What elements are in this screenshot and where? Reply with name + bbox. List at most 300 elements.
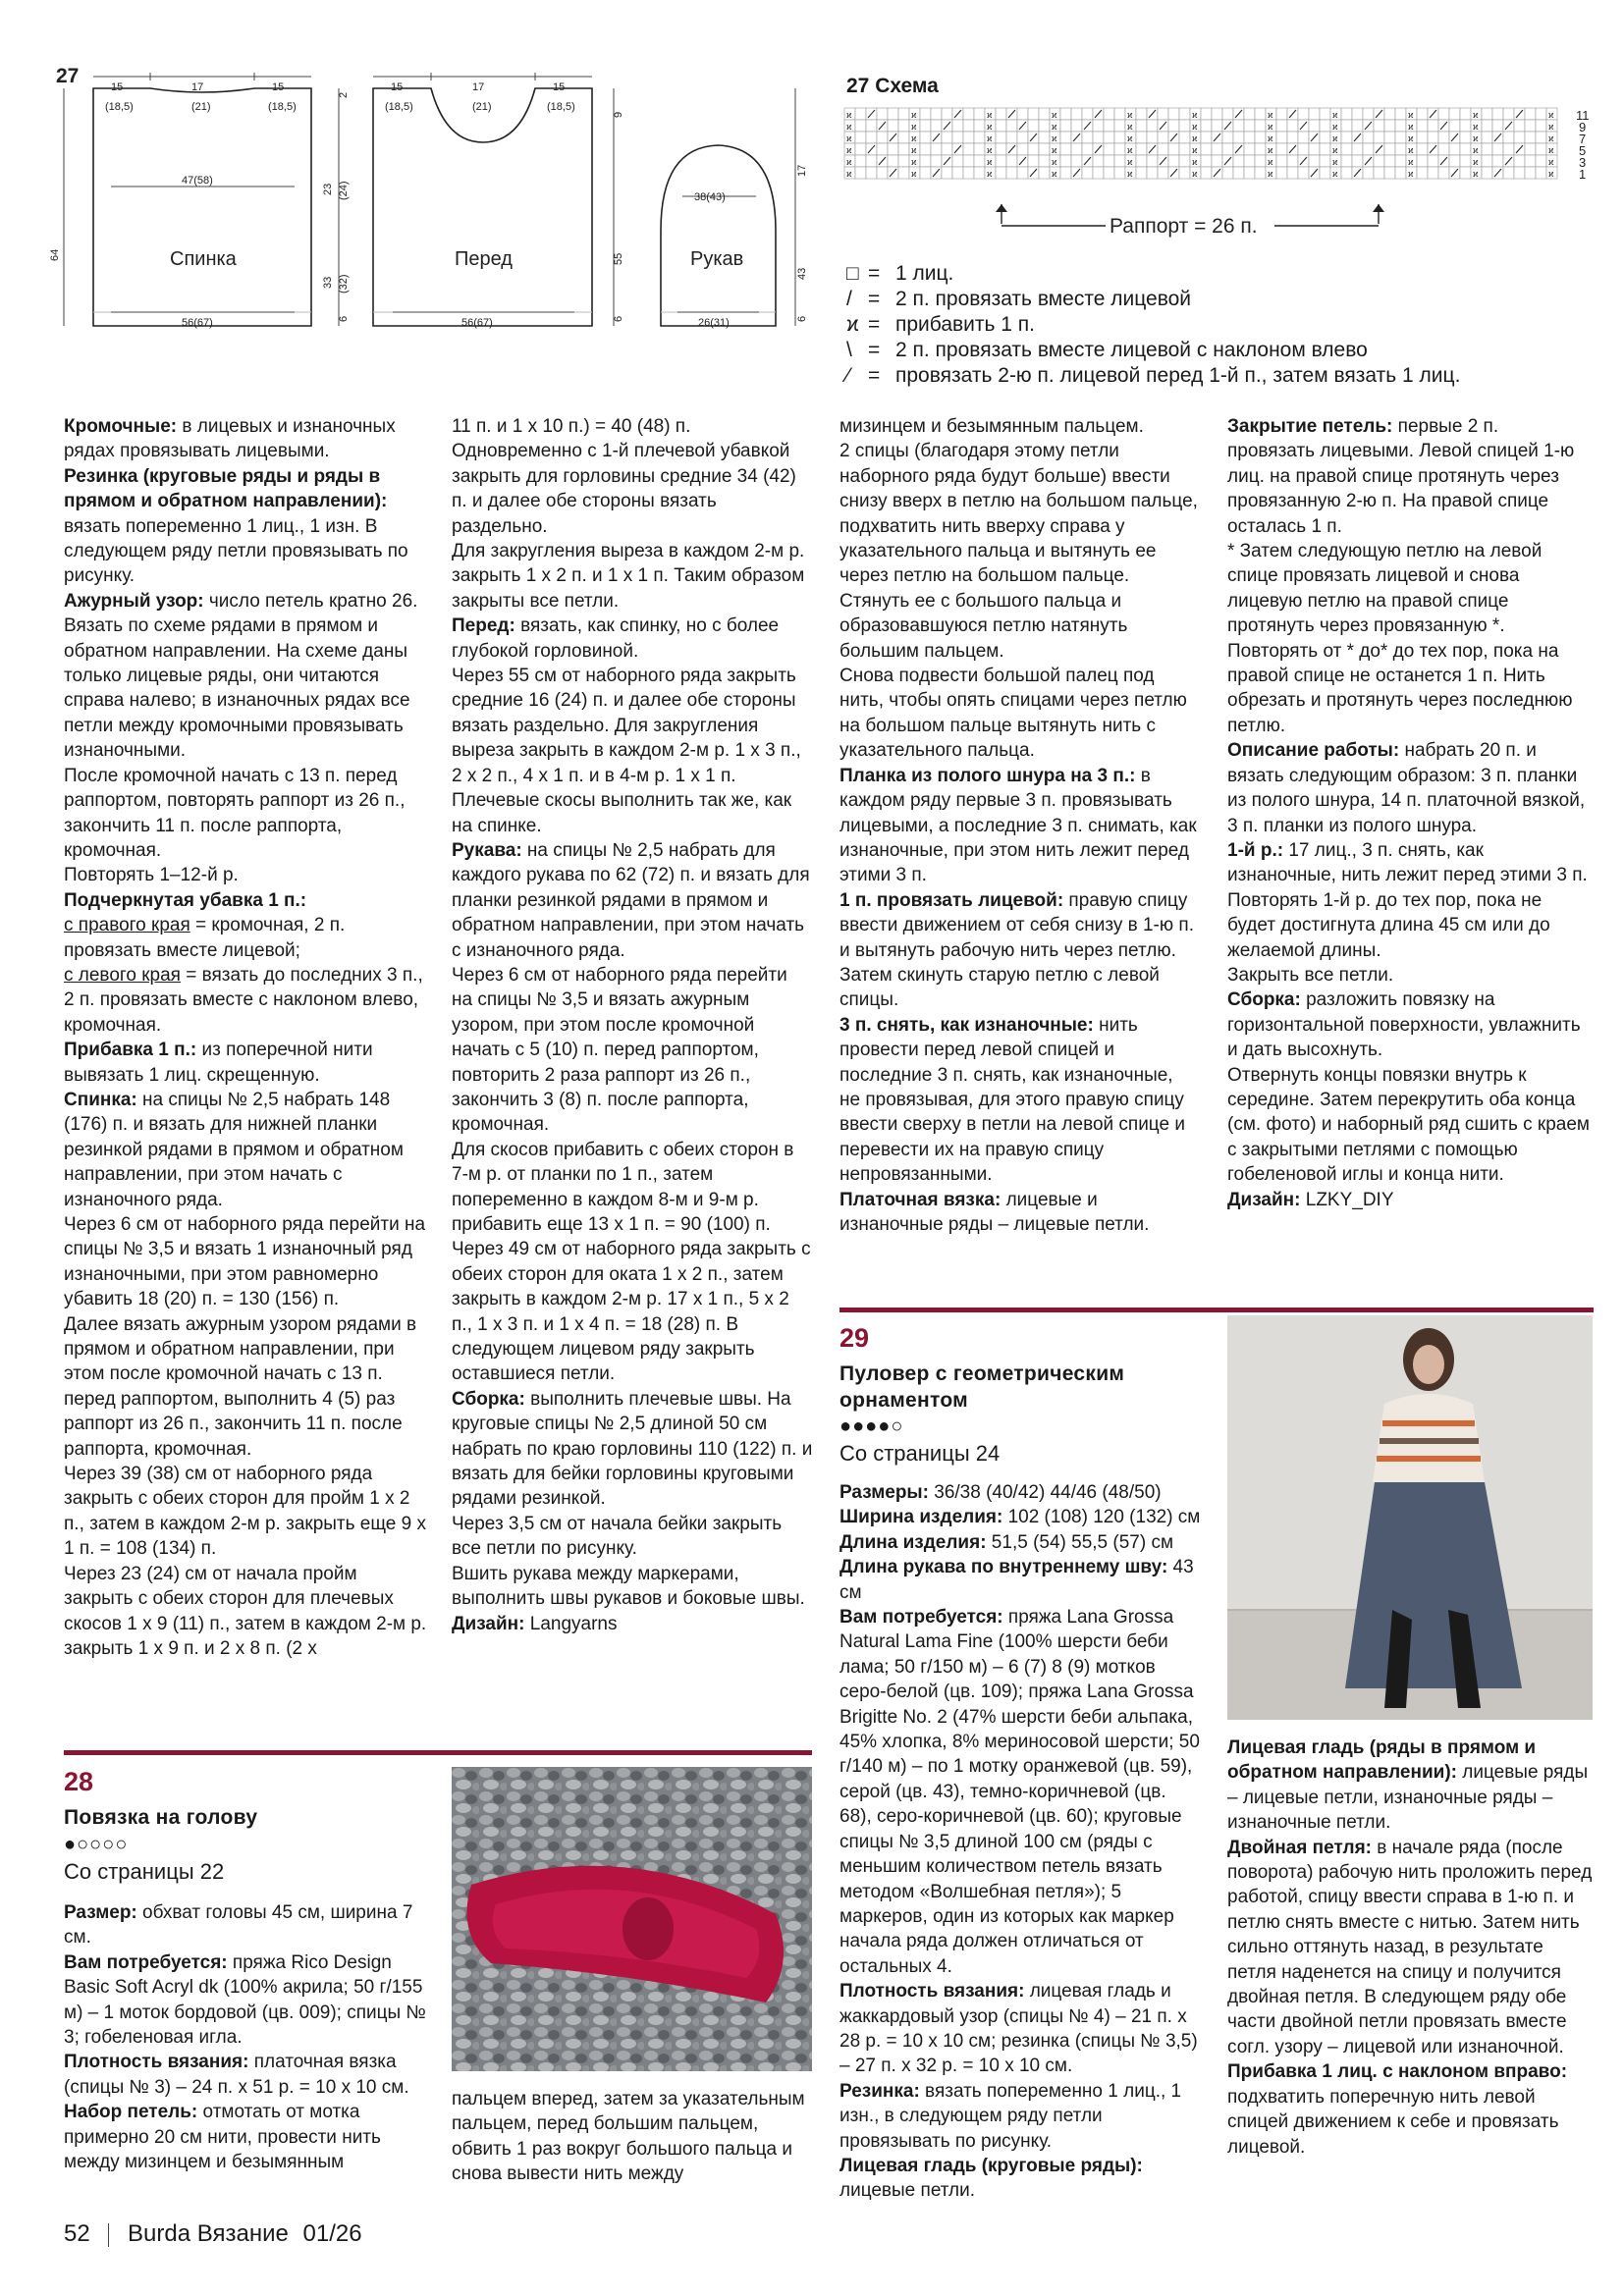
chart-cell — [1039, 120, 1050, 132]
chart-cell — [963, 120, 974, 132]
chart-cell — [1201, 143, 1212, 155]
chart-cell — [1395, 132, 1406, 143]
chart-cell — [1060, 155, 1071, 167]
magazine-name: Burda Вязание — [128, 2220, 289, 2247]
chart-cell — [1417, 120, 1428, 132]
headband-photo — [452, 1767, 812, 2071]
front-w2a: (21) — [472, 101, 492, 113]
chart-cell — [1017, 167, 1028, 179]
chart-cell — [1244, 155, 1255, 167]
front-neck-depth: 9 — [613, 111, 624, 118]
chart-cell — [1104, 167, 1114, 179]
chart-cell — [1428, 155, 1438, 167]
chart-cell — [1320, 143, 1330, 155]
chart-cell — [1309, 108, 1320, 120]
chart-symbol: ϰ — [1127, 110, 1133, 120]
chart-cell — [1179, 155, 1190, 167]
chart-cell — [1136, 155, 1147, 167]
legend-row: ϰ = прибавить 1 п. — [846, 313, 1036, 336]
chart-cell — [1082, 143, 1093, 155]
row-1: 1 — [1579, 167, 1587, 182]
chart-cell — [1244, 120, 1255, 132]
chart-cell — [1449, 120, 1460, 132]
chart-cell — [855, 132, 866, 143]
chart-cell — [1438, 108, 1449, 120]
chart-cell — [942, 132, 952, 143]
front-w1a: (18,5) — [385, 101, 413, 113]
chart-cell — [898, 120, 909, 132]
chart-cell — [1460, 108, 1471, 120]
chart-cell — [952, 167, 963, 179]
chart-symbol: ϰ — [1192, 133, 1198, 143]
section-29-rule — [839, 1308, 1594, 1312]
chart-cell — [1309, 143, 1320, 155]
row-5: 5 — [1579, 143, 1587, 158]
chart-cell — [1460, 155, 1471, 167]
chart-symbol: ϰ — [1332, 133, 1338, 143]
chart-cell — [1255, 155, 1266, 167]
chart-cell — [866, 132, 877, 143]
chart-cell — [1352, 108, 1363, 120]
chart-cell — [1006, 155, 1017, 167]
chart-cell — [996, 120, 1006, 132]
chart-cell — [1460, 120, 1471, 132]
section-29-continued: Лицевая гладь (ряды в прямом и обратном направлении): лицевые ряды – лицевые петли, изнаночные ряды – изнаночные петли. Двойная петля: в начале ряда (после поворота) рабочую нить проложить перед работой, спицу ввести справа в 1-ю п. и петлю снять вместе с нитью. Затем нить сильно оттянуть назад, в результате петля наденется на спицу и получится двойная петля. В следующем ряду обе части двойной петли провязать вместе согл. узору – лицевой или изнаночной. Прибавка 1 лиц. с наклоном вправо: подхватить поперечную нить левой спицей движением к себе и провязать лицевой. — [1227, 1737, 1593, 2158]
chart-symbol: ϰ — [987, 169, 993, 179]
chart-cell — [931, 143, 942, 155]
chart-symbol: ϰ — [1332, 169, 1338, 179]
chart-cell — [1168, 108, 1179, 120]
chart-symbol: ϰ — [1268, 145, 1273, 155]
chart-cell — [1341, 155, 1352, 167]
chart-symbol: ϰ — [1192, 122, 1198, 132]
chart-cell — [1341, 120, 1352, 132]
chart-symbol: ϰ — [1332, 110, 1338, 120]
chart-cell — [877, 167, 888, 179]
chart-cell — [1276, 120, 1287, 132]
chart-symbol: ϰ — [1332, 122, 1338, 132]
sleeve-bottom: 26(31) — [698, 317, 730, 329]
chart-cell — [1536, 155, 1546, 167]
front-label: Перед — [455, 248, 513, 270]
chart-cell — [1071, 108, 1082, 120]
chart-symbol: ϰ — [1408, 133, 1414, 143]
chart-cell — [1276, 167, 1287, 179]
chart-cell — [974, 155, 985, 167]
chart-cell — [877, 108, 888, 120]
chart-symbol: ϰ — [846, 133, 852, 143]
chart-cell — [974, 108, 985, 120]
chart-cell — [1503, 132, 1514, 143]
back-rib: 6 — [338, 315, 350, 322]
chart-symbol: ϰ — [1052, 110, 1057, 120]
chart-cell — [1384, 108, 1395, 120]
chart-legend — [846, 261, 1612, 389]
page-number: 52 — [64, 2220, 90, 2247]
chart-cell — [1417, 132, 1428, 143]
chart-cell — [1514, 155, 1525, 167]
back-side-upper-alt: (24) — [338, 181, 350, 200]
chart-symbol: ϰ — [1127, 157, 1133, 167]
chart-cell — [1341, 132, 1352, 143]
chart-cell — [1255, 120, 1266, 132]
chart-cell — [1158, 143, 1168, 155]
chart-cell — [1147, 132, 1158, 143]
chart-symbol: ϰ — [987, 133, 993, 143]
legend-row: □ = 1 лиц. — [846, 262, 954, 285]
back-w2a: (21) — [191, 101, 211, 113]
chart-cell — [1320, 108, 1330, 120]
chart-cell — [1244, 132, 1255, 143]
chart-cell — [1255, 132, 1266, 143]
chart-symbol: ϰ — [846, 145, 852, 155]
chart-cell — [1320, 167, 1330, 179]
chart-symbol: ϰ — [846, 110, 852, 120]
chart-cell — [1395, 143, 1406, 155]
chart-symbol: ϰ — [1408, 110, 1414, 120]
chart-symbol: ϰ — [1052, 122, 1057, 132]
chart-cell — [942, 143, 952, 155]
row-11: 11 — [1576, 108, 1590, 123]
chart-cell — [974, 167, 985, 179]
chart-cell — [1309, 155, 1320, 167]
chart-symbol: ϰ — [1548, 157, 1554, 167]
pullover-photo — [1227, 1315, 1593, 1720]
chart-cell — [1082, 108, 1093, 120]
chart-cell — [1006, 120, 1017, 132]
sleeve-top: 38(43) — [694, 191, 726, 203]
chart-cell — [1104, 143, 1114, 155]
chart-symbol: ϰ — [1268, 133, 1273, 143]
chart-cell — [920, 155, 931, 167]
chart-cell — [1525, 143, 1536, 155]
ssk-symbol: \ — [846, 339, 852, 361]
chart-cell — [963, 143, 974, 155]
back-shape — [93, 88, 311, 326]
chart-cell — [866, 167, 877, 179]
chart-cell — [1060, 132, 1071, 143]
column-1: Кромочные: в лицевых и изнаночных рядах провязывать лицевыми. Резинка (круговые ряды и ряды в прямом и обратном направлении): вязать попеременно 1 лиц., 1 изн. В следующем ряду петли провязывать по рисунку. Ажурный узор: число петель кратно 26. Вязать по схеме рядами в прямом и обратном направлении. На схеме даны только лицевые ряды, они читаются справа налево; в изнаночных рядах все петли между кромочными провязывать изнаночными. После кромочной начать с 13 п. перед раппортом, повторять раппорт из 26 п., закончить 11 п. после раппорта, кромочная. Повторять 1–12-й р. Подчеркнутая убавка 1 п.: с правого края = кромочная, 2 п. провязать вместе лицевой; с левого края = вязать до последних 3 п., 2 п. провязать вместе с наклоном влево, кромочная. Прибавка 1 п.: из поперечной нити вывязать 1 лиц. скрещенную. Спинка: на спицы № 2,5 набрать 148 (176) п. и вязать для нижней планки резинкой рядами в прямом и обратном направлении, при этом начать с изнаночного ряда. Через 6 см от наборного ряда перейти на спицы № 3,5 и вязать 1 изнаночный ряд изнаночными, при этом равномерно убавить 18 (20) п. = 130 (156) п. Далее вязать ажурным узором рядами в прямом и обратном направлении, при этом после кромочной начать с 13 п. перед раппортом, выполнить 4 (5) раз раппорт из 26 п., закончить 11 п. после раппорта, кромочная. Через 39 (38) см от наборного ряда закрыть с обеих сторон для пройм 1 х 2 п., затем в каждом 2-м р. закрыть еще 9 х 1 п. = 108 (134) п. Через 23 (24) см от начала пройм закрыть с обеих сторон для плечевых скосов 1 х 9 (11) п., затем в каждом 2-м р. закрыть 1 х 9 п. и 2 х 8 п. (2 х — [64, 416, 427, 1659]
chart-cell — [1536, 108, 1546, 120]
chart-cell — [898, 132, 909, 143]
chart-cell — [898, 108, 909, 120]
chart-cell — [1093, 132, 1104, 143]
chart-cell — [1114, 120, 1125, 132]
chart-cell — [1060, 108, 1071, 120]
chart-cell — [1201, 167, 1212, 179]
chart-cell — [1525, 132, 1536, 143]
chart-cell — [1352, 120, 1363, 132]
chart-cell — [1514, 132, 1525, 143]
chart-symbol: ϰ — [1473, 169, 1479, 179]
chart-cell — [1255, 167, 1266, 179]
chart-cell — [1298, 167, 1309, 179]
chart-cell — [1503, 108, 1514, 120]
chart-cell — [1104, 108, 1114, 120]
chart-cell — [1244, 108, 1255, 120]
chart-cell — [1233, 167, 1244, 179]
chart-cell — [1536, 167, 1546, 179]
section-28-from: Со страницы 22 — [64, 1859, 225, 1884]
chart-cell — [963, 167, 974, 179]
section-29-title: Пуловер с геометрическим орнаментом — [839, 1362, 1125, 1412]
chart-symbol: ϰ — [1548, 110, 1554, 120]
chart-cell — [996, 132, 1006, 143]
back-w3a: (18,5) — [268, 101, 297, 113]
front-bottom: 56(67) — [461, 317, 493, 329]
chart-cell — [1017, 132, 1028, 143]
chart-cell — [1449, 155, 1460, 167]
chart-symbol: ϰ — [1473, 133, 1479, 143]
chart-symbol: ϰ — [1127, 145, 1133, 155]
chart-cell — [1374, 155, 1384, 167]
chart-cell — [1276, 108, 1287, 120]
chart-cell — [974, 120, 985, 132]
chart-cell — [931, 108, 942, 120]
chart-cell — [1449, 108, 1460, 120]
chart-cell — [1514, 167, 1525, 179]
chart-cell — [1428, 132, 1438, 143]
chart-cell — [866, 120, 877, 132]
chart-repeat: Раппорт = 26 п. — [1110, 215, 1258, 238]
chart-cell — [1104, 120, 1114, 132]
chart-cell — [1233, 120, 1244, 132]
chart-cell — [996, 167, 1006, 179]
section-29-number: 29 — [839, 1323, 870, 1353]
chart-symbol: ϰ — [1332, 145, 1338, 155]
chart-cell — [1028, 108, 1039, 120]
front-height: 55 — [613, 252, 624, 265]
chart-cell — [942, 167, 952, 179]
chart-cell — [1201, 155, 1212, 167]
chart-cell — [974, 132, 985, 143]
chart-symbol: ϰ — [1473, 122, 1479, 132]
chart-cell — [1104, 155, 1114, 167]
chart-cell — [1438, 132, 1449, 143]
chart-cell — [1136, 143, 1147, 155]
chart-cell — [1039, 132, 1050, 143]
chart-cell — [1147, 120, 1158, 132]
chart-cell — [855, 143, 866, 155]
chart-cell — [920, 132, 931, 143]
back-shoulder: 2 — [338, 91, 350, 98]
issue-number: 01/26 — [302, 2220, 362, 2247]
chart-cell — [1482, 143, 1492, 155]
chart-symbol: ϰ — [846, 169, 852, 179]
chart-symbol: ϰ — [846, 157, 852, 167]
column-2: 11 п. и 1 х 10 п.) = 40 (48) п. Одновременно с 1-й плечевой убавкой закрыть для горловины средние 34 (42) п. и далее обе стороны вязать раздельно. Для закругления выреза в каждом 2-м р. закрыть 1 х 2 п. и 1 х 1 п. Таким образом закрыты все петли. Перед: вязать, как спинку, но с более глубокой горловиной. Через 55 см от наборного ряда закрыть средние 16 (24) п. и далее обе стороны вязать раздельно. Для закругления выреза закрыть в каждом 2-м р. 1 х 3 п., 2 х 2 п., 4 х 1 п. и в 4-м р. 1 х 1 п. Плечевые скосы выполнить так же, как на спинке. Рукава: на спицы № 2,5 набрать для каждого рукава по 62 (72) п. и вязать для планки резинкой рядами в прямом и обратном направлении, при этом начать с изнаночного ряда. Через 6 см от наборного ряда перейти на спицы № 3,5 и вязать ажурным узором, при этом после кромочной начать с 5 (10) п. перед раппортом, повторить 2 раза раппорт из 26 п., закончить 3 (8) п. после раппорта, кромочная. Для скосов прибавить с обеих сторон в 7-м р. от планки по 1 п., затем попеременно в каждом 8-м и 9-м р. прибавить еще 13 х 1 п. = 90 (100) п. Через 49 см от наборного ряда закрыть с обеих сторон для оката 1 х 2 п., затем закрыть в каждом 2-м р. 17 х 1 п., 5 х 2 п., 1 х 3 п. и 1 х 4 п. = 18 (28) п. В следующем лицевом ряду закрыть оставшиеся петли. Сборка: выполнить плечевые швы. На круговые спицы № 2,5 длиной 50 см набрать по краю горловины 110 (122) п. и вязать для бейки горловины круговыми рядами резинкой. Через 3,5 см от начала бейки закрыть все петли по рисунку. Вшить рукава между маркерами, выполнить швы рукавов и боковые швы. Дизайн: Langyarns — [452, 416, 813, 1634]
chart-cell — [1536, 132, 1546, 143]
chart-cell — [996, 143, 1006, 155]
chart-cell — [1147, 155, 1158, 167]
chart-symbol: ϰ — [1548, 122, 1554, 132]
back-total: 64 — [49, 248, 61, 261]
chart-cell — [1320, 120, 1330, 132]
row-7: 7 — [1579, 132, 1587, 146]
chart-cell — [1428, 120, 1438, 132]
chart-cell — [1341, 143, 1352, 155]
page-footer — [64, 2220, 362, 2248]
chart-cell — [1363, 167, 1374, 179]
schematic-number: 27 — [56, 65, 80, 87]
chart-cell — [1071, 120, 1082, 132]
chart-cell — [1428, 167, 1438, 179]
chart-cell — [963, 132, 974, 143]
chart-cell — [1158, 108, 1168, 120]
section-29-from: Со страницы 24 — [839, 1441, 1001, 1466]
back-w1: 15 — [111, 81, 124, 93]
chart-cell — [1168, 143, 1179, 155]
chart-cell — [1114, 132, 1125, 143]
front-rib: 6 — [613, 315, 624, 322]
chart-cell — [1212, 155, 1222, 167]
section-28-rule — [64, 1750, 812, 1755]
chart-cell — [1136, 120, 1147, 132]
chart-cell — [1136, 132, 1147, 143]
back-bottom: 56(67) — [182, 317, 213, 329]
chart-cell — [1417, 143, 1428, 155]
chart-cell — [1492, 108, 1503, 120]
chart-cell — [1395, 155, 1406, 167]
chart-symbol: ϰ — [1548, 145, 1554, 155]
chart-cell — [1233, 155, 1244, 167]
chart-symbol: ϰ — [911, 122, 917, 132]
chart-cell — [1492, 143, 1503, 155]
chart-symbol: ϰ — [1408, 157, 1414, 167]
chart-cell — [1417, 155, 1428, 167]
lace-chart — [844, 106, 1610, 243]
back-side-upper: 23 — [322, 183, 334, 195]
chart-cell — [1114, 155, 1125, 167]
chart-cell — [1168, 155, 1179, 167]
chart-cell — [1244, 143, 1255, 155]
chart-cell — [1482, 155, 1492, 167]
chart-cell — [1352, 143, 1363, 155]
chart-cell — [1341, 167, 1352, 179]
chart-cell — [920, 167, 931, 179]
chart-cell — [1114, 108, 1125, 120]
chart-cell — [1320, 155, 1330, 167]
chart-cell — [1417, 108, 1428, 120]
sleeve-rib: 6 — [796, 315, 808, 322]
chart-cell — [1093, 167, 1104, 179]
chart-symbol: ϰ — [1473, 157, 1479, 167]
chart-symbol: ϰ — [911, 110, 917, 120]
chart-cell — [1298, 132, 1309, 143]
column-4: Закрытие петель: первые 2 п. провязать лицевыми. Левой спицей 1-ю лиц. на правой спице протянуть через провязанную 2-ю п. На правой спице осталась 1 п. * Затем следующую петлю на левой спице провязать лицевой и снова лицевую петлю на правой спице протянуть через провязанную *. Повторять от * до* до тех пор, пока на правой спице не останется 1 п. Нить обрезать и протянуть через последнюю петлю. Описание работы: набрать 20 п. и вязать следующим образом: 3 п. планки из полого шнура, 14 п. платочной вязкой, 3 п. планки из полого шнура. 1-й р.: 17 лиц., 3 п. снять, как изнаночные, нить лежит перед этими 3 п. Повторять 1-й р. до тех пор, пока не будет достигнута длина 45 см или до желаемой длины. Закрыть все петли. Сборка: разложить повязку на горизонтальной поверхности, увлажнить и дать высохнуть. Отвернуть концы повязки внутрь к середине. Затем перекрутить оба конца (см. фото) и наборный ряд сшить с краем с закрытыми петлями с помощью гобеленовой иглы и конца нити. Дизайн: LZKY_DIY — [1227, 416, 1590, 1210]
chart-cell — [1147, 167, 1158, 179]
chart-cell — [1503, 167, 1514, 179]
schematic-27 — [49, 65, 839, 398]
chart-cell — [1060, 167, 1071, 179]
legend-row: \ = 2 п. провязать вместе лицевой с наклоном влево — [846, 339, 1368, 361]
sleeve-cap: 17 — [796, 164, 808, 177]
chart-cell — [1395, 108, 1406, 120]
chart-symbol: ϰ — [1473, 110, 1479, 120]
chart-cell — [1492, 120, 1503, 132]
chart-cell — [1482, 167, 1492, 179]
chart-cell — [1417, 167, 1428, 179]
chart-cell — [1082, 167, 1093, 179]
chart-symbol: ϰ — [1192, 157, 1198, 167]
chart-symbol: ϰ — [987, 157, 993, 167]
chart-symbol: ϰ — [846, 122, 852, 132]
chart-cell — [1006, 132, 1017, 143]
chart-symbol: ϰ — [1052, 133, 1057, 143]
chart-cell — [1374, 132, 1384, 143]
chart-cell — [963, 108, 974, 120]
chart-cell — [1384, 167, 1395, 179]
chart-symbol: ϰ — [911, 169, 917, 179]
chart-cell — [920, 120, 931, 132]
sleeve-length: 43 — [796, 267, 808, 280]
section-29-body: Размеры: 36/38 (40/42) 44/46 (48/50) Ширина изделия: 102 (108) 120 (132) см Длина изделия: 51,5 (54) 55,5 (57) см Длина рукава по внутреннему шву: 43 см Вам потребуется: пряжа Lana Grossa Natural Lama Fine (100% шерсти беби лама; 50 г/150 м) – 6 (7) 8 (9) мотков серо-белой (цв. 109); пряжа Lana Grossa Brigitte No. 2 (47% шерсти беби альпака, 45% хлопка, 8% мериносовой шерсти; 50 г/140 м) – по 1 мотку оранжевой (цв. 59), серой (цв. 43), темно-коричневой (цв. 68), серо-коричневой (цв. 60); круговые спицы № 3,5 длиной 100 см (ряды с меньшим количеством петель вязать методом «Волшебная петля»); 5 маркеров, один из которых как маркер начала ряда должен отличаться от остальных 4. Плотность вязания: лицевая гладь и жаккардовый узор (спицы № 4) – 21 п. х 28 р. = 10 х 10 см; резинка (спицы № 3,5) – 27 п. х 32 р. = 10 х 10 см. Резинка: вязать попеременно 1 лиц., 1 изн., в следующем ряду петли провязывать по рисунку. Лицевая гладь (круговые ряды): лицевые петли. — [839, 1482, 1201, 2202]
chart-symbol: ϰ — [1473, 145, 1479, 155]
chart-symbol: ϰ — [1332, 157, 1338, 167]
chart-cell — [898, 155, 909, 167]
chart-cell — [866, 155, 877, 167]
chart-cell — [1298, 108, 1309, 120]
chart-cell — [1482, 108, 1492, 120]
chart-cell — [1114, 167, 1125, 179]
chart-cell — [855, 167, 866, 179]
chart-cell — [1536, 120, 1546, 132]
chart-cell — [1395, 120, 1406, 132]
back-side-lower-alt: (32) — [338, 274, 350, 294]
back-w3: 15 — [272, 81, 285, 93]
chart-cell — [888, 120, 898, 132]
chart-cell — [1309, 120, 1320, 132]
chart-cell — [1395, 167, 1406, 179]
chart-cell — [1363, 108, 1374, 120]
chart-cell — [1384, 155, 1395, 167]
k2tog-symbol: / — [846, 288, 852, 310]
chart-cell — [1028, 155, 1039, 167]
chart-cell — [1536, 143, 1546, 155]
chart-cell — [1222, 132, 1233, 143]
chart-cell — [1136, 167, 1147, 179]
chart-cell — [1222, 167, 1233, 179]
chart-cell — [1525, 167, 1536, 179]
chart-cell — [1514, 120, 1525, 132]
chart-cell — [1384, 120, 1395, 132]
chart-symbol: ϰ — [911, 157, 917, 167]
chart-cell — [1363, 132, 1374, 143]
chart-cell — [1460, 132, 1471, 143]
chart-cell — [952, 132, 963, 143]
chart-cell — [1179, 132, 1190, 143]
chart-cell — [1082, 132, 1093, 143]
chart-cell — [1039, 143, 1050, 155]
chart-cell — [1017, 143, 1028, 155]
chart-symbol: ϰ — [911, 145, 917, 155]
chart-cell — [1438, 143, 1449, 155]
chart-symbol: ϰ — [1408, 169, 1414, 179]
chart-cell — [1287, 167, 1298, 179]
chart-cell — [1255, 143, 1266, 155]
chart-cell — [1460, 143, 1471, 155]
front-w1: 15 — [391, 81, 404, 93]
back-chest: 47(58) — [182, 175, 213, 187]
chart-cell — [952, 120, 963, 132]
chart-cell — [877, 132, 888, 143]
chart-symbol: ϰ — [1192, 145, 1198, 155]
chart-cell — [1060, 120, 1071, 132]
chart-symbol: ϰ — [1192, 110, 1198, 120]
chart-cell — [1093, 155, 1104, 167]
chart-cell — [1179, 120, 1190, 132]
row-9: 9 — [1579, 120, 1587, 134]
